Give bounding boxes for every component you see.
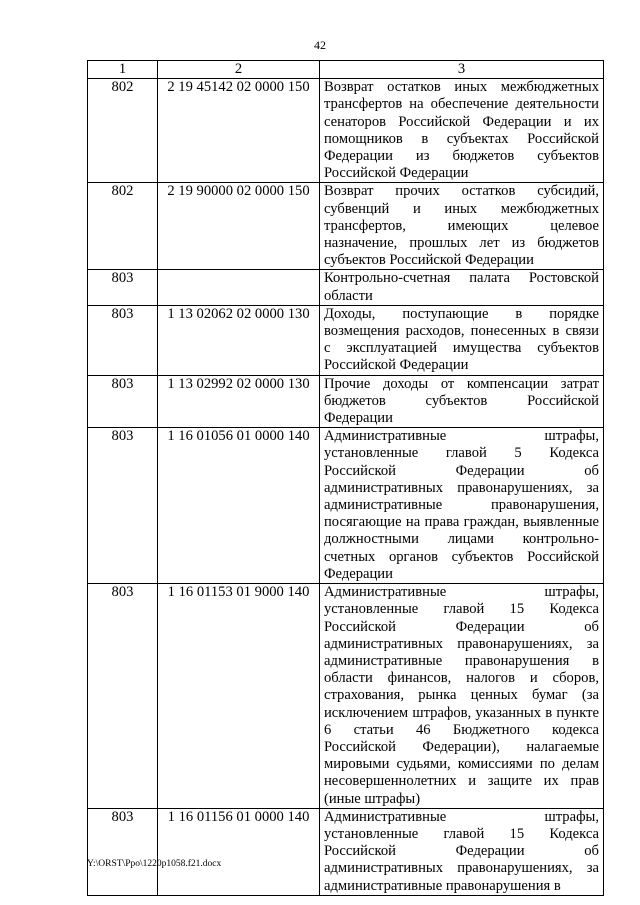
description-cell: Административные штрафы, установленные главой 5 Кодекса Российской Федерации об административных правонарушениях, за административные правонарушения, посягающие на права граждан, выявленные должностными лицами контрольно-счетных органов субъектов Российской Федерации <box>320 428 604 584</box>
admin-code-cell: 803 <box>88 375 158 428</box>
column-header-admin-code: 1 <box>88 61 158 79</box>
admin-code-cell: 803 <box>88 305 158 375</box>
admin-code-cell: 802 <box>88 183 158 270</box>
column-header-description: 3 <box>320 61 604 79</box>
income-code-cell: 1 13 02992 02 0000 130 <box>158 375 320 428</box>
table-row <box>88 584 604 809</box>
admin-code-cell: 802 <box>88 79 158 183</box>
table-row <box>88 808 604 895</box>
table-header-row <box>88 61 604 79</box>
income-code-cell: 1 16 01156 01 0000 140 <box>158 808 320 895</box>
income-code-cell: 1 16 01056 01 0000 140 <box>158 428 320 584</box>
table-row <box>88 305 604 375</box>
table-row <box>88 79 604 183</box>
table-row <box>88 375 604 428</box>
table-row <box>88 428 604 584</box>
admin-code-cell: 803 <box>88 808 158 895</box>
description-cell: Административные штрафы, установленные главой 15 Кодекса Российской Федерации об административных правонарушениях, за административные правонарушения в <box>320 808 604 895</box>
description-cell: Возврат прочих остатков субсидий, субвенций и иных межбюджетных трансфертов, имеющих целевое назначение, прошлых лет из бюджетов субъектов Российской Федерации <box>320 183 604 270</box>
description-cell: Возврат остатков иных межбюджетных трансфертов на обеспечение деятельности сенаторов Российской Федерации и их помощников в субъектах Российской Федерации из бюджетов субъектов Российской Федерации <box>320 79 604 183</box>
table-row <box>88 183 604 270</box>
description-cell: Прочие доходы от компенсации затрат бюджетов субъектов Российской Федерации <box>320 375 604 428</box>
income-code-cell <box>158 270 320 305</box>
description-cell: Административные штрафы, установленные главой 15 Кодекса Российской Федерации об административных правонарушениях, за административные правонарушения в области финансов, налогов и сборов, страхования, рынка ценных бумаг (за исключением штрафов, указанных в пункте 6 статьи 46 Бюджетного кодекса Российской Федерации), налагаемые мировыми судьями, комиссиями по делам несовершеннолетних и защите их прав (иные штрафы) <box>320 584 604 809</box>
description-cell: Контрольно-счетная палата Ростовской области <box>320 270 604 305</box>
description-cell: Доходы, поступающие в порядке возмещения расходов, понесенных в связи с эксплуатацией имущества субъектов Российской Федерации <box>320 305 604 375</box>
admin-code-cell: 803 <box>88 428 158 584</box>
admin-code-cell: 803 <box>88 584 158 809</box>
income-code-cell: 2 19 90000 02 0000 150 <box>158 183 320 270</box>
column-header-income-code: 2 <box>158 61 320 79</box>
income-code-cell: 1 13 02062 02 0000 130 <box>158 305 320 375</box>
income-code-cell: 2 19 45142 02 0000 150 <box>158 79 320 183</box>
table-row <box>88 270 604 305</box>
budget-income-table <box>87 60 604 896</box>
document-file-path: Y:\ORST\Ppo\1220p1058.f21.docx <box>87 859 222 869</box>
page-number: 42 <box>314 38 326 52</box>
admin-code-cell: 803 <box>88 270 158 305</box>
income-code-cell: 1 16 01153 01 9000 140 <box>158 584 320 809</box>
